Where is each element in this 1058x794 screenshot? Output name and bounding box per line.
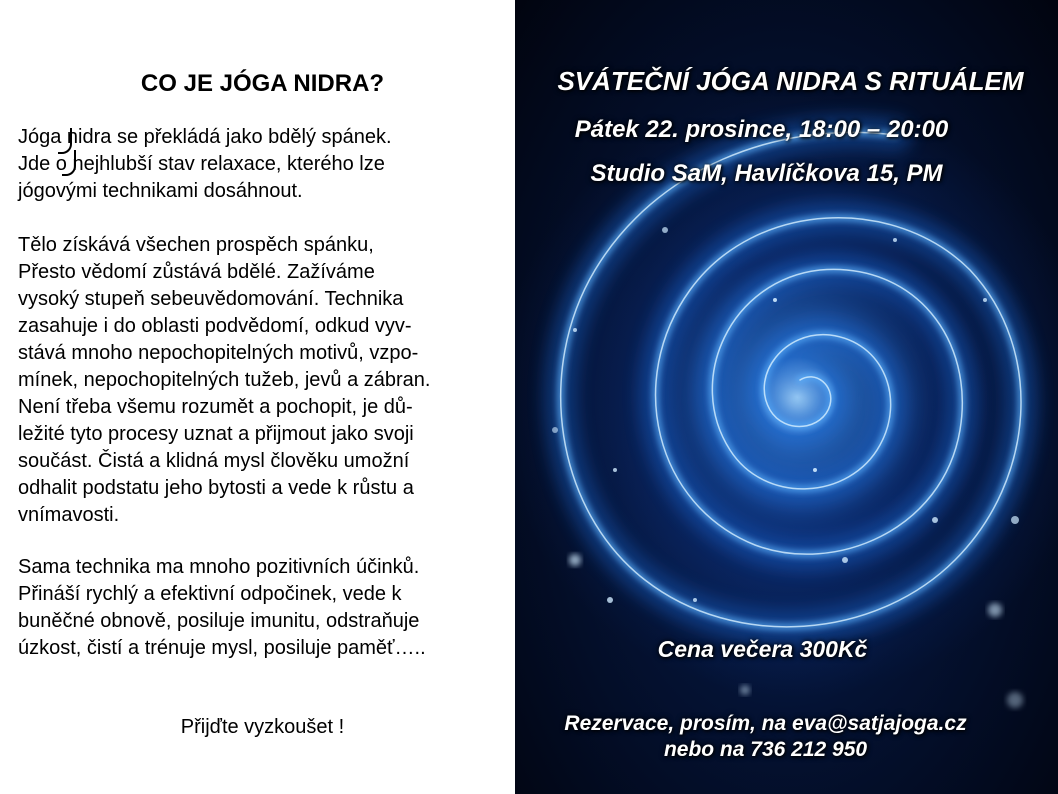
invite-text: Přijďte vyzkoušet ! [180, 716, 345, 738]
event-poster [515, 0, 1058, 794]
event-title: SVÁTEČNÍ JÓGA NIDRA S RITUÁLEM [557, 66, 1024, 96]
reservation-email: Rezervace, prosím, na eva@satjajoga.cz [564, 712, 967, 735]
event-price: Cena večera 300Kč [657, 636, 868, 662]
event-venue: Studio SaM, Havlíčkova 15, PM [590, 160, 943, 187]
page-heading: CO JE JÓGA NIDRA? [140, 70, 385, 97]
event-date: Pátek 22. prosince, 18:00 – 20:00 [574, 116, 949, 143]
reservation-phone: nebo na 736 212 950 [663, 738, 868, 761]
paragraph-benefits: Sama technika ma mnoho pozitivních účinků. Přináší rychlý a efektivní odpočinek, vede k buněčné obnově, posiluje imunitu, odstraňuje úzkost, čistí a trénuje mysl, posiluje paměť….. [18, 556, 426, 659]
paragraph-body: Tělo získává všechen prospěch spánku, Přesto vědomí zůstává bdělé. Zažíváme vysoký stupeň sebeuvědomování. Technika zasahuje i do oblasti podvědomí, odkud vyv- stává mnoho nepochopitelných motivů, vzpo- mínek, nepochopitelných tužeb, jevů a zábran. Není třeba všemu rozumět a pochopit, je dů- ležité tyto procesy uznat a přijmout jako svoji součást. Čistá a klidná mysl člověku umožní odhalit podstatu jeho bytosti a vede k růstu a vnímavosti. [18, 234, 431, 526]
text-cursor-mark [62, 150, 76, 176]
paragraph-intro: Jóga nidra se překládá jako bdělý spánek. Jde o nejhlubší stav relaxace, kterého lze jógovými technikami dosáhnout. [18, 126, 392, 202]
description-panel [0, 0, 515, 794]
